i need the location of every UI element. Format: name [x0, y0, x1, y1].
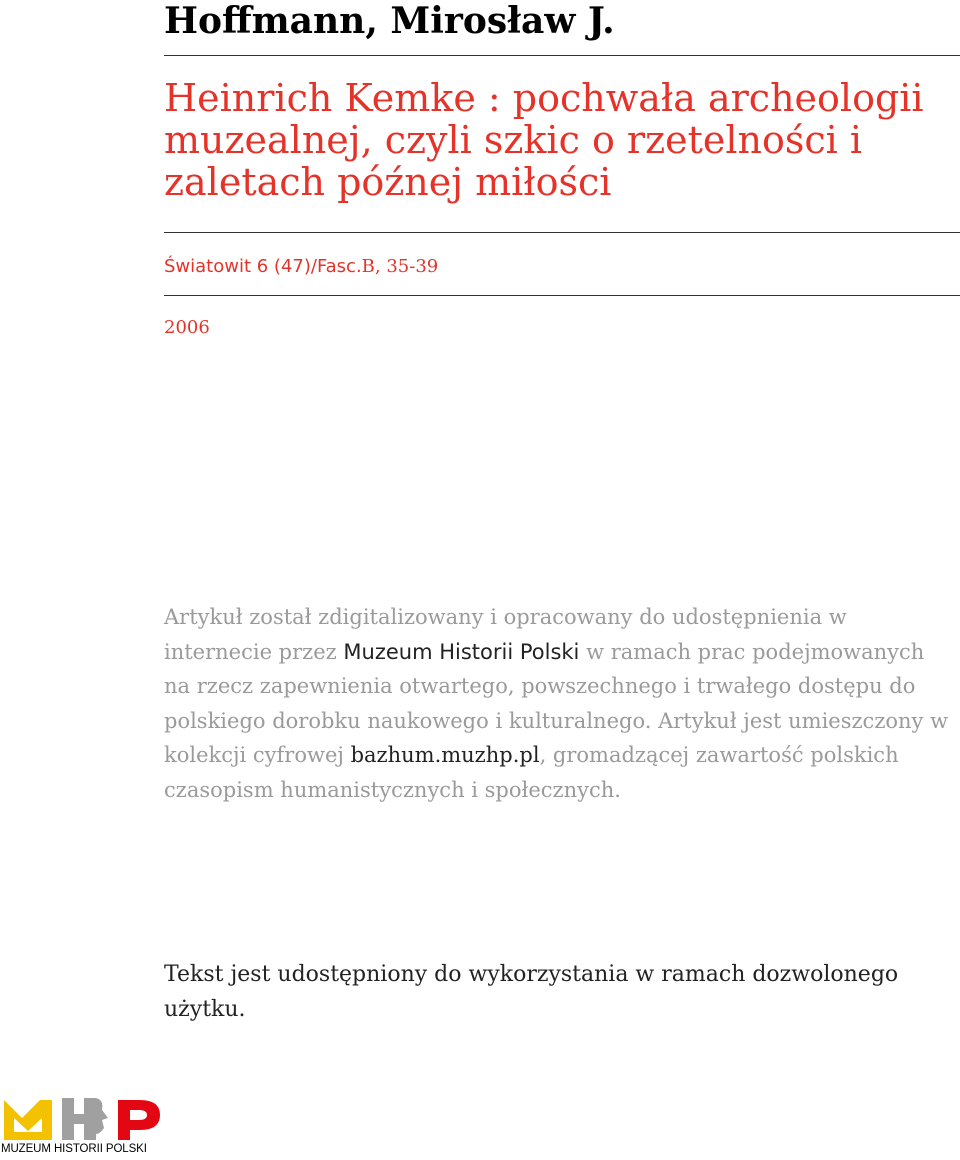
- logo-caption: MUZEUM HISTORII POLSKI: [1, 1143, 147, 1155]
- journal-name: Światowit 6 (47)/Fasc.: [164, 256, 362, 277]
- notice-part-1: Artykuł został zdigitalizowany i opracowany do udostępnienia w internecie przez: [164, 605, 847, 664]
- article-title: Heinrich Kemke : pochwała archeologii muzealnej, czyli szkic o rzetelności i zaletach późnej miłości: [164, 76, 924, 204]
- logo-mark-icon: [0, 1094, 170, 1142]
- author-name: Hoffmann, Mirosław J.: [164, 0, 615, 42]
- publication-year: 2006: [164, 317, 210, 338]
- museum-logo: [0, 1094, 170, 1160]
- divider-bottom: [164, 295, 960, 296]
- notice-part-3: , gromadzącej zawartość polskich czasopism humanistycznych i społecznych.: [164, 743, 899, 802]
- logo-h-icon: [62, 1098, 108, 1140]
- citation-source: [164, 256, 438, 278]
- digitization-notice: [164, 600, 954, 807]
- logo-p-icon: [118, 1100, 160, 1140]
- divider-middle: [164, 232, 960, 233]
- divider-top: [164, 55, 960, 56]
- museum-link[interactable]: Muzeum Historii Polski: [343, 639, 580, 664]
- notice-part-2: w ramach prac podejmowanych na rzecz zapewnienia otwartego, powszechnego i trwałego dostępu do polskiego dorobku naukowego i kulturalnego. Artykuł jest umieszczony w kolekcji cyfrowej: [164, 639, 949, 767]
- license-notice: Tekst jest udostępniony do wykorzystania w ramach dozwolonego użytku.: [164, 962, 899, 1022]
- logo-m-icon: [4, 1100, 52, 1140]
- site-link[interactable]: bazhum.muzhp.pl: [350, 743, 540, 767]
- page-range: B, 35-39: [361, 256, 439, 277]
